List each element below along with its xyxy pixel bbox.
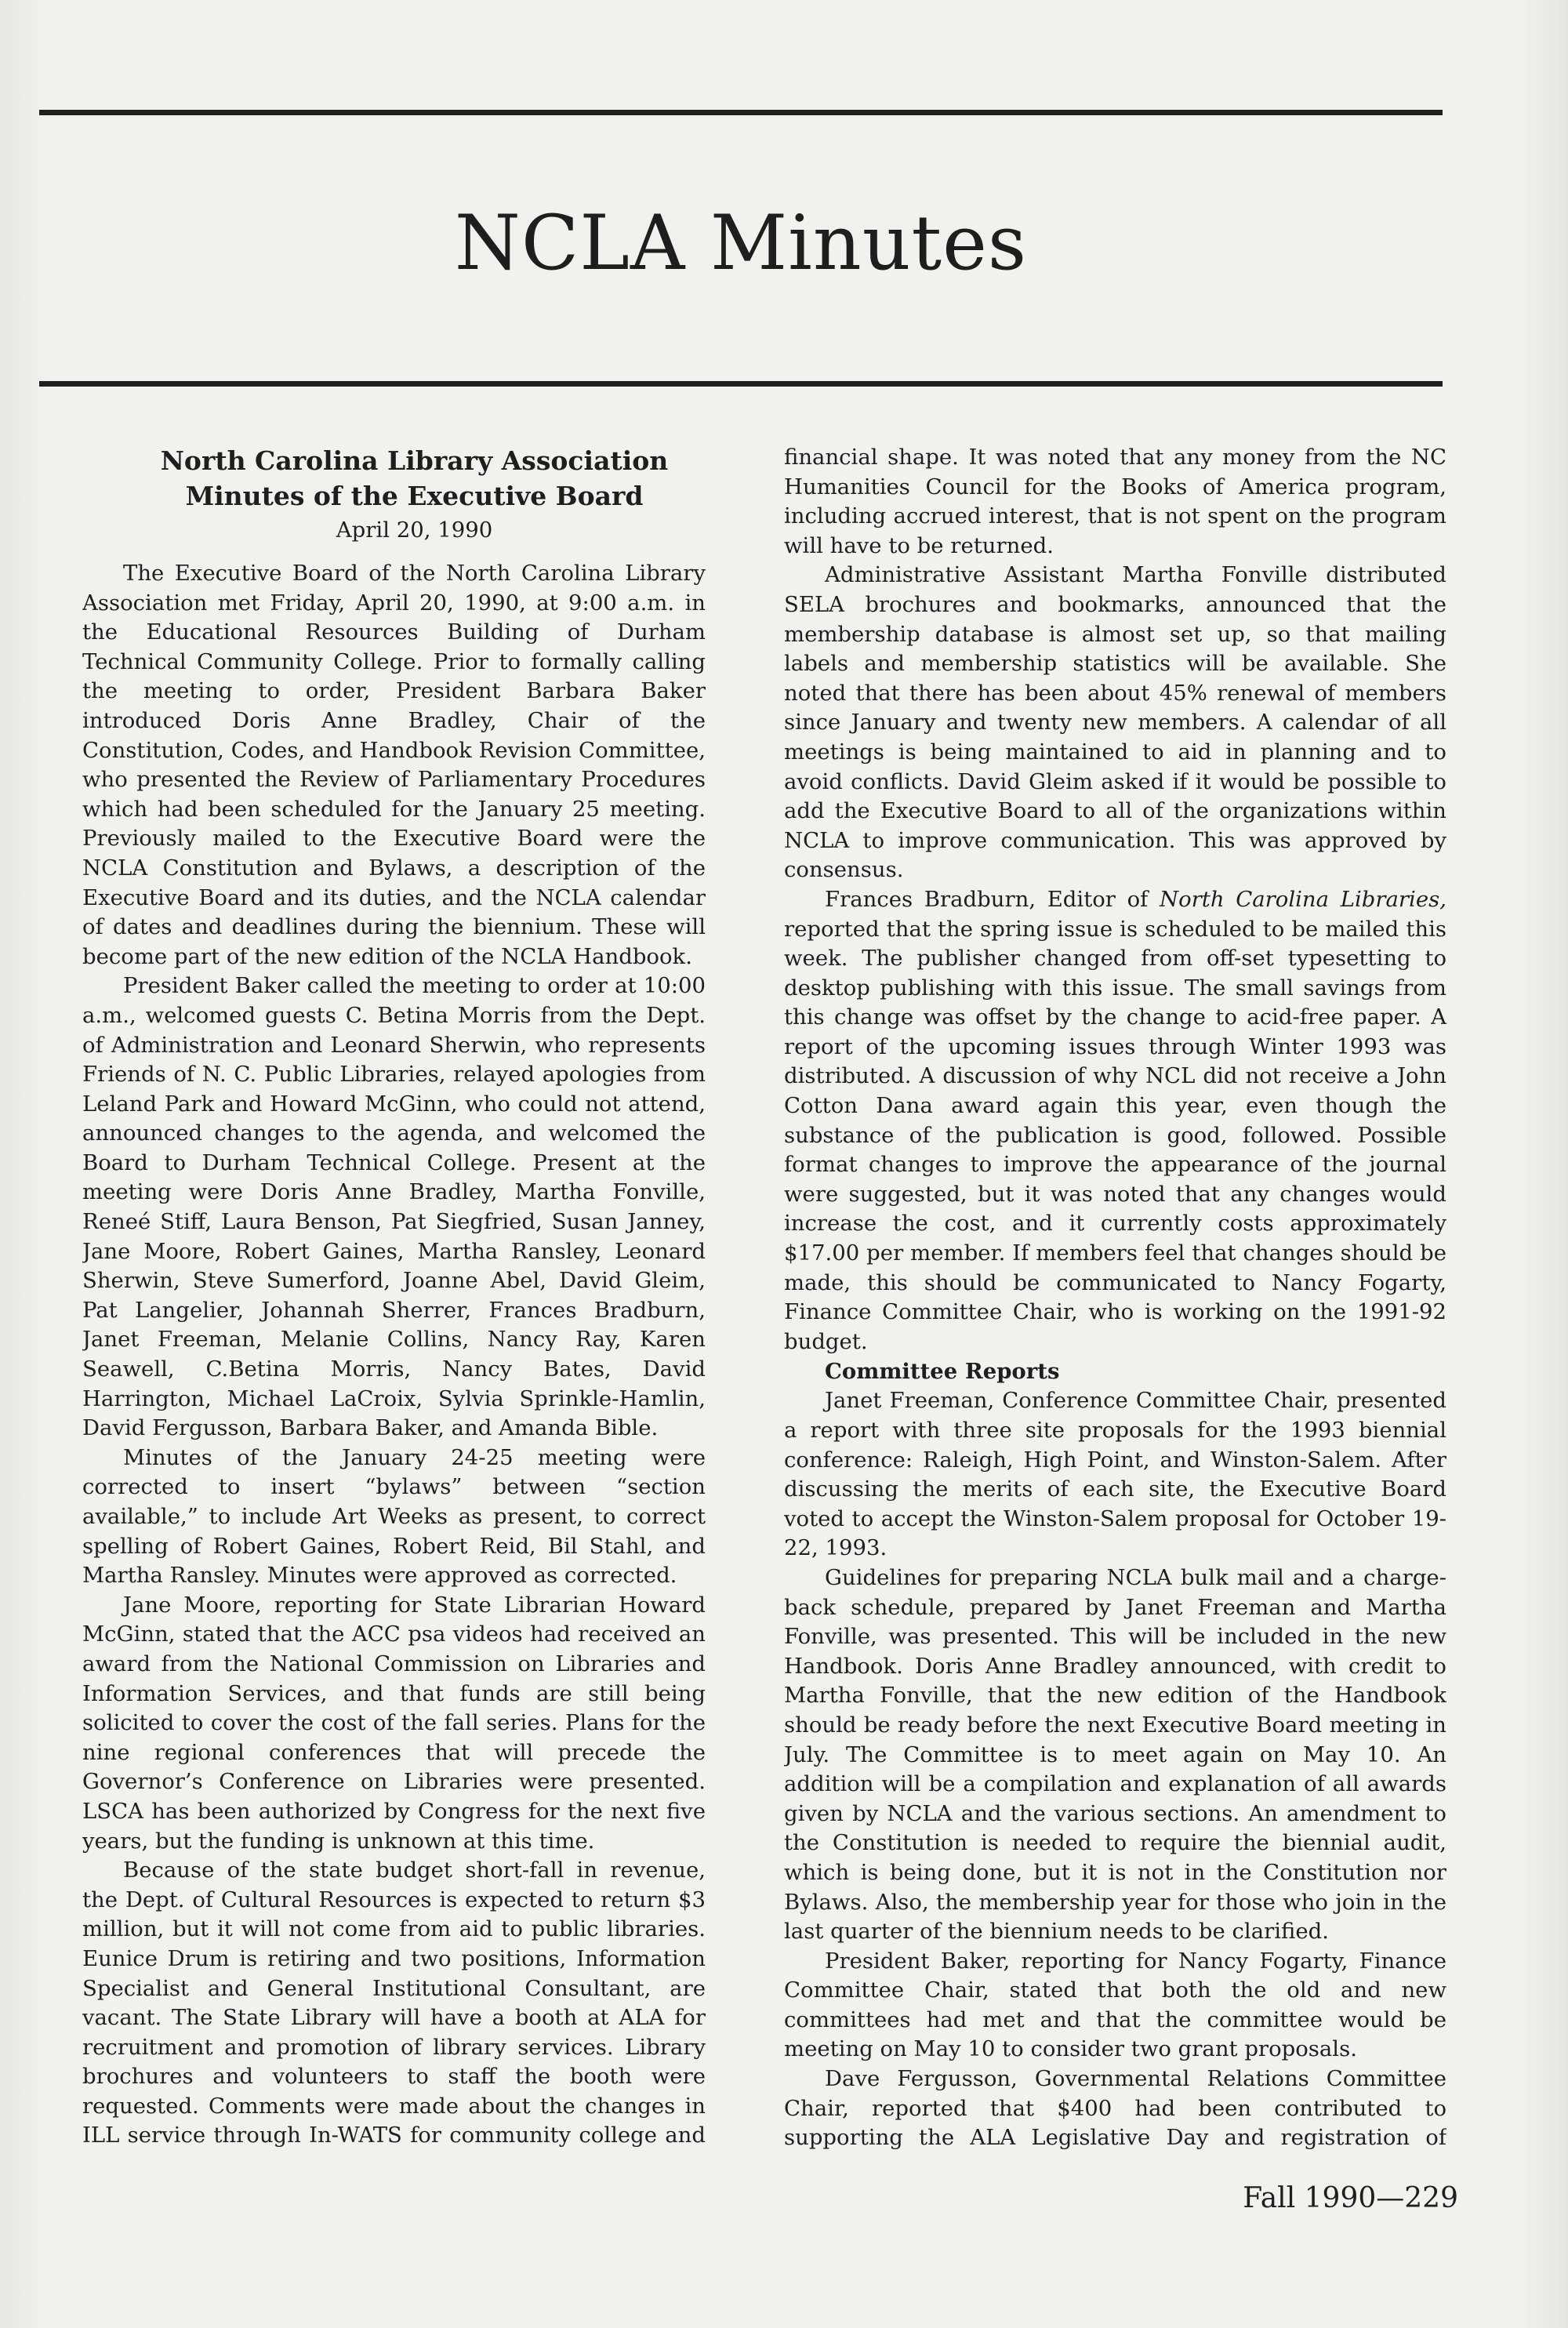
paragraph-conference-committee: Janet Freeman, Conference Committee Chair, presented a report with three site proposals for the 1993 biennial conference: Raleigh, High Point, and Winston-Salem. After discussing the merits of each site, the Executive Board voted to accept the Winston-Salem proposal for October 19-22, 1993.: [784, 1388, 1446, 1561]
editor-report-lead: Frances Bradburn, Editor of: [825, 886, 1160, 912]
journal-title: North Carolina Libraries,: [1160, 886, 1446, 912]
right-column: [784, 443, 1446, 2152]
meeting-date: April 20, 1990: [336, 518, 493, 543]
organization-title: North Carolina Library Association: [160, 445, 669, 476]
paragraph-governmental-relations: Dave Fergusson, Governmental Relations Committee Chair, reported that $400 had been contributed to supporting the ALA Legislative Day and registration of: [784, 2066, 1446, 2151]
paragraph-administrative: Administrative Assistant Martha Fonville distributed SELA brochures and bookmarks, announced that the membership database is almost set up, so that mailing labels and membership statistics will be available. She noted that there has been about 45% renewal of members since January and twenty new members. A calendar of all meetings is being maintained to aid in planning and to avoid conflicts. David Gleim asked if it would be possible to add the Executive Board to all of the organizations within NCLA to improve communication. This was approved by consensus.: [784, 562, 1446, 883]
editor-report-body: reported that the spring issue is scheduled to be mailed this week. The publisher changed from off-set typesetting to desktop publishing with this issue. The small savings from this change was offset by the change to acid-free paper. A report of the upcoming issues through Winter 1993 was distributed. A discussion of why NCL did not receive a John Cotton Dana award again this year, even though the substance of the publication is good, followed. Possible format changes to improve the appearance of the journal were suggested, but it was noted that any changes would increase the cost, and it currently costs approximately $17.00 per member. If members feel that changes should be made, this should be communicated to Nancy Fogarty, Finance Committee Chair, who is working on the 1991-92 budget.: [784, 916, 1446, 1354]
paragraph-attendance: President Baker called the meeting to order at 10:00 a.m., welcomed guests C. Betina Morris from the Dept. of Administration and Leonard Sherwin, who represents Friends of N. C. Public Libraries, relayed apologies from Leland Park and Howard McGinn, who could not attend, announced changes to the agenda, and welcomed the Board to Durham Technical College. Present at the meeting were Doris Anne Bradley, Martha Fonville, Reneé Stiff, Laura Benson, Pat Siegfried, Susan Janney, Jane Moore, Robert Gaines, Martha Ransley, Leonard Sherwin, Steve Sumerford, Joanne Abel, David Gleim, Pat Langelier, Johannah Sherrer, Frances Bradburn, Janet Freeman, Melanie Collins, Nancy Ray, Karen Seawell, C.Betina Morris, Nancy Bates, David Harrington, Michael LaCroix, Sylvia Sprinkle-Hamlin, David Fergusson, Barbara Baker, and Amanda Bible.: [82, 973, 706, 1441]
board-title: Minutes of the Executive Board: [185, 481, 644, 511]
paragraph-state-librarian: Jane Moore, reporting for State Librarian Howard McGinn, stated that the ACC psa videos had received an award from the National Commission on Libraries and Information Services, and that funds are still being solicited to cover the cost of the fall series. Plans for the nine regional conferences that will precede the Governor’s Conference on Libraries were presented. LSCA has been authorized by Congress for the next five years, but the funding is unknown at this time.: [82, 1592, 706, 1854]
paragraph-editor-report: [784, 885, 1446, 1357]
page-title: NCLA Minutes: [454, 199, 1028, 287]
masthead-top-rule: [39, 110, 1443, 115]
paragraph-minutes-correction: Minutes of the January 24-25 meeting were corrected to insert “bylaws” between “section available,” to include Art Weeks as present, to correct spelling of Robert Gaines, Robert Reid, Bil Stahl, and Martha Ransley. Minutes were approved as corrected.: [82, 1444, 706, 1589]
page-folio: Fall 1990—229: [1243, 2182, 1458, 2214]
paragraph-opening: The Executive Board of the North Carolina Library Association met Friday, April 20, 1990, at 9:00 a.m. in the Educational Resources Building of Durham Technical Community College. Prior to formally calling the meeting to order, President Barbara Baker introduced Doris Anne Bradley, Chair of the Constitution, Codes, and Handbook Revision Committee, who presented the Review of Parliamentary Procedures which had been scheduled for the January 25 meeting. Previously mailed to the Executive Board were the NCLA Constitution and Bylaws, a description of the Executive Board and its duties, and the NCLA calendar of dates and deadlines during the biennium. These will become part of the new edition of the NCLA Handbook.: [82, 561, 706, 969]
committee-reports-heading: Committee Reports: [825, 1359, 1060, 1385]
paragraph-budget: Because of the state budget short-fall in revenue, the Dept. of Cultural Resources is expected to return $3 million, but it will not come from aid to public libraries. Eunice Drum is retiring and two positions, Information Specialist and General Institutional Consultant, are vacant. The State Library will have a booth at ALA for recruitment and promotion of library services. Library brochures and volunteers to staff the booth were requested. Comments were made about the changes in ILL service through In-WATS for community college and: [82, 1858, 706, 2148]
paragraph-handbook-committee: Guidelines for preparing NCLA bulk mail and a charge-back schedule, prepared by Janet Freeman and Martha Fonville, was presented. This will be included in the new Handbook. Doris Anne Bradley announced, with credit to Martha Fonville, that the new edition of the Handbook should be ready before the next Executive Board meeting in July. The Committee is to meet again on May 10. An addition will be a compilation and explanation of all awards given by NCLA and the various sections. An amendment to the Constitution is needed to require the biennial audit, which is being done, but it is not in the Constitution nor Bylaws. Also, the membership year for those who join in the last quarter of the biennium needs to be clarified.: [784, 1564, 1446, 1945]
left-column: [82, 443, 706, 2152]
paragraph-finance-committee: President Baker, reporting for Nancy Fogarty, Finance Committee Chair, stated that both the old and new committees had met and that the committee would be meeting on May 10 to consider two grant proposals.: [784, 1948, 1446, 2062]
article-heading: [82, 443, 706, 547]
masthead-bottom-rule: [39, 381, 1443, 387]
paragraph-continuation: financial shape. It was noted that any money from the NC Humanities Council for the Books of America program, including accrued interest, that is not spent on the program will have to be returned.: [784, 445, 1446, 558]
